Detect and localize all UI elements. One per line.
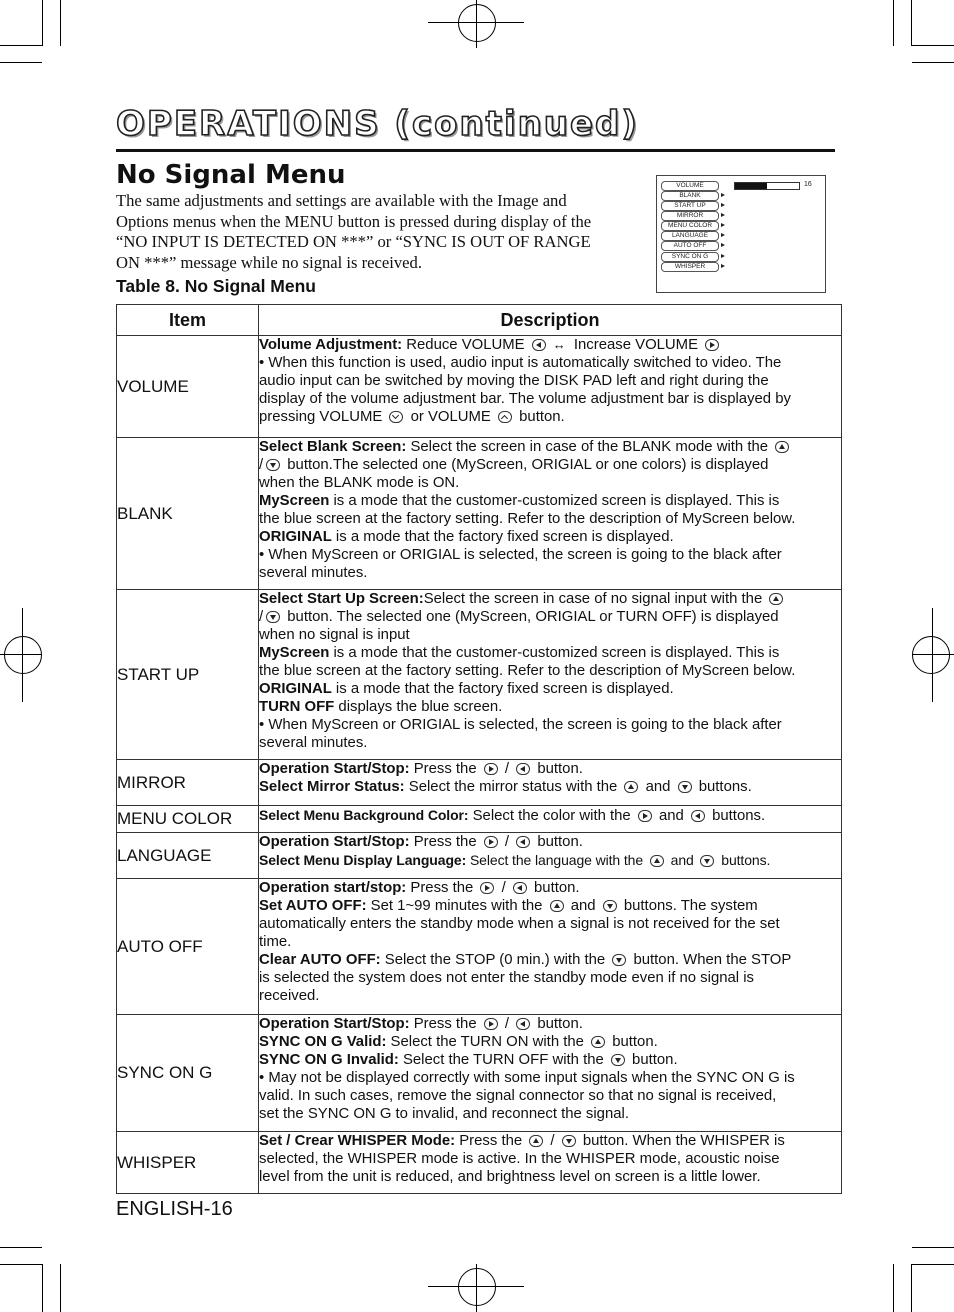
menu-arrow-icon (721, 243, 725, 247)
table-row (117, 1015, 842, 1132)
up-arrow-icon (769, 593, 783, 605)
crop-mark (893, 0, 894, 46)
page-number: ENGLISH-16 (116, 1198, 233, 1220)
crop-mark (912, 62, 954, 63)
registration-mark (458, 4, 496, 42)
menu-arrow-icon (721, 223, 725, 227)
left-arrow-icon (516, 836, 530, 848)
registration-mark-line (0, 654, 42, 655)
crop-mark (0, 62, 42, 63)
left-arrow-icon (513, 882, 527, 894)
description-cell: Operation Start/Stop: Press the / button. Select Menu Display Language: Select the language with the and buttons. (259, 833, 842, 879)
menu-arrow-icon (721, 203, 725, 207)
table-caption: Table 8. No Signal Menu (116, 276, 316, 296)
menu-preview-item: MIRROR (661, 211, 719, 221)
menu-arrow-icon (721, 233, 725, 237)
menu-arrow-icon (721, 193, 725, 197)
volume-bar-fill (735, 183, 767, 189)
menu-preview (656, 175, 826, 293)
left-arrow-icon (532, 339, 546, 351)
description-cell: Select Start Up Screen:Select the screen in case of no signal input with the / button. The selected one (MyScreen, ORIGIAL or TURN OFF) is displayed when no signal is input MyScreen is a mode that the customer-customized screen is displayed. This is the blue screen at the factory setting. Refer to the description of MyScreen below. ORIGINAL is a mode that the factory fixed screen is displayed. TURN OFF displays the blue screen. • When MyScreen or ORIGIAL is selected, the screen is going to the black after several minutes. (259, 590, 842, 760)
crop-mark (0, 1264, 42, 1265)
menu-preview-item: MENU COLOR (661, 221, 719, 231)
down-arrow-icon (678, 781, 692, 793)
left-arrow-icon (516, 1018, 530, 1030)
table-row (117, 833, 842, 879)
description-cell: Operation start/stop: Press the / button. Set AUTO OFF: Set 1~99 minutes with the and buttons. The system automatically enters the standby mode when a signal is not received for the set time. Clear AUTO OFF: Select the STOP (0 min.) with the button. When the STOP is selected the system does not enter the standby mode even if no signal is received. (259, 879, 842, 1015)
item-cell: MIRROR (117, 760, 259, 806)
right-arrow-icon (705, 339, 719, 351)
menu-preview-item: SYNC ON G (661, 252, 719, 262)
intro-line: ON ***” message while no signal is received. (116, 253, 422, 273)
intro-paragraph (116, 191, 636, 274)
table-header-row (117, 305, 842, 336)
description-cell: Volume Adjustment: Reduce VOLUME ↔ Increase VOLUME • When this function is used, audio input is automatically switched to video. The audio input can be switched by moving the DISK PAD left and right during the display of the volume adjustment bar. The volume adjustment bar is displayed by pressing VOLUME or VOLUME button. (259, 336, 842, 438)
crop-mark (912, 1247, 954, 1248)
crop-mark (911, 1264, 912, 1312)
item-cell: SYNC ON G (117, 1015, 259, 1132)
description-cell: Set / Crear WHISPER Mode: Press the / button. When the WHISPER is selected, the WHISPER mode is active. In the WHISPER mode, acoustic noise level from the unit is reduced, and brightness level on screen is a little lower. (259, 1132, 842, 1194)
crop-mark (0, 1247, 42, 1248)
registration-mark (458, 1268, 496, 1306)
up-arrow-icon (650, 855, 664, 867)
item-cell: MENU COLOR (117, 806, 259, 833)
volume-down-icon (389, 411, 403, 423)
down-arrow-icon (266, 611, 280, 623)
menu-arrow-icon (721, 213, 725, 217)
column-header-item: Item (117, 305, 259, 336)
volume-up-icon (498, 411, 512, 423)
title-divider (116, 149, 835, 152)
menu-preview-item: START UP (661, 201, 719, 211)
down-arrow-icon (562, 1135, 576, 1147)
intro-line: The same adjustments and settings are available with the Image and (116, 191, 567, 210)
intro-line: “NO INPUT IS DETECTED ON ***” or “SYNC IS OUT OF RANGE (116, 232, 591, 252)
description-cell: Select Blank Screen: Select the screen in case of the BLANK mode with the / button.The selected one (MyScreen, ORIGIAL or one colors) is displayed when the BLANK mode is ON. MyScreen is a mode that the customer-customized screen is displayed. This is the blue screen at the factory setting. Refer to the description of MyScreen below. ORIGINAL is a mode that the factory fixed screen is displayed. • When MyScreen or ORIGIAL is selected, the screen is going to the black after several minutes. (259, 438, 842, 590)
crop-mark (911, 0, 912, 46)
right-arrow-icon (484, 763, 498, 775)
crop-mark (893, 1264, 894, 1312)
crop-mark (60, 1264, 61, 1312)
crop-mark (0, 45, 42, 46)
registration-mark (4, 636, 42, 674)
menu-preview-item: BLANK (661, 191, 719, 201)
description-cell: Operation Start/Stop: Press the / button. SYNC ON G Valid: Select the TURN ON with the button. SYNC ON G Invalid: Select the TURN OFF with the button. • May not be displayed correctly with some input signals when the SYNC ON G is valid. In such cases, remove the signal connector so that no signal is received, set the SYNC ON G to invalid, and reconnect the signal. (259, 1015, 842, 1132)
down-arrow-icon (612, 954, 626, 966)
table-row (117, 806, 842, 833)
registration-mark-line (912, 654, 954, 655)
item-cell: AUTO OFF (117, 879, 259, 1015)
menu-preview-item: VOLUME (661, 181, 719, 191)
registration-mark-line (476, 1264, 477, 1312)
section-title: No Signal Menu (116, 160, 346, 190)
left-right-arrow-icon: ↔ (552, 337, 566, 352)
menu-arrow-icon (721, 254, 725, 258)
up-arrow-icon (591, 1036, 605, 1048)
left-arrow-icon (691, 810, 705, 822)
table-row (117, 336, 842, 438)
intro-line: Options menus when the MENU button is pressed during display of the (116, 211, 592, 231)
table-row (117, 879, 842, 1015)
right-arrow-icon (480, 882, 494, 894)
chapter-title: OPERATIONS (continued) (116, 104, 639, 144)
description-cell: Select Menu Background Color: Select the color with the and buttons. (259, 806, 842, 833)
column-header-description: Description (259, 305, 842, 336)
no-signal-menu-table (116, 304, 842, 1194)
registration-mark-line (22, 608, 23, 702)
table-row (117, 590, 842, 760)
menu-preview-item: LANGUAGE (661, 231, 719, 241)
table-row (117, 760, 842, 806)
right-arrow-icon (484, 836, 498, 848)
menu-arrow-icon (721, 264, 725, 268)
right-arrow-icon (484, 1018, 498, 1030)
right-arrow-icon (638, 810, 652, 822)
item-cell: BLANK (117, 438, 259, 590)
down-arrow-icon (603, 900, 617, 912)
description-cell: Operation Start/Stop: Press the / button. Select Mirror Status: Select the mirror status with the and buttons. (259, 760, 842, 806)
up-arrow-icon (550, 900, 564, 912)
menu-preview-item: AUTO OFF (661, 241, 719, 251)
registration-mark (912, 636, 950, 674)
item-cell: VOLUME (117, 336, 259, 438)
crop-mark (60, 0, 61, 46)
crop-mark (42, 0, 43, 46)
menu-preview-item: WHISPER (661, 262, 719, 272)
left-arrow-icon (516, 763, 530, 775)
crop-mark (912, 1264, 954, 1265)
volume-bar (734, 182, 800, 190)
registration-mark-line (932, 608, 933, 702)
table-row (117, 438, 842, 590)
item-cell: WHISPER (117, 1132, 259, 1194)
volume-value: 16 (804, 181, 812, 188)
down-arrow-icon (700, 855, 714, 867)
down-arrow-icon (611, 1054, 625, 1066)
registration-mark-line (476, 0, 477, 48)
item-cell: LANGUAGE (117, 833, 259, 879)
table-row (117, 1132, 842, 1194)
up-arrow-icon (775, 441, 789, 453)
up-arrow-icon (624, 781, 638, 793)
crop-mark (42, 1264, 43, 1312)
crop-mark (912, 45, 954, 46)
down-arrow-icon (266, 459, 280, 471)
item-cell: START UP (117, 590, 259, 760)
up-arrow-icon (529, 1135, 543, 1147)
